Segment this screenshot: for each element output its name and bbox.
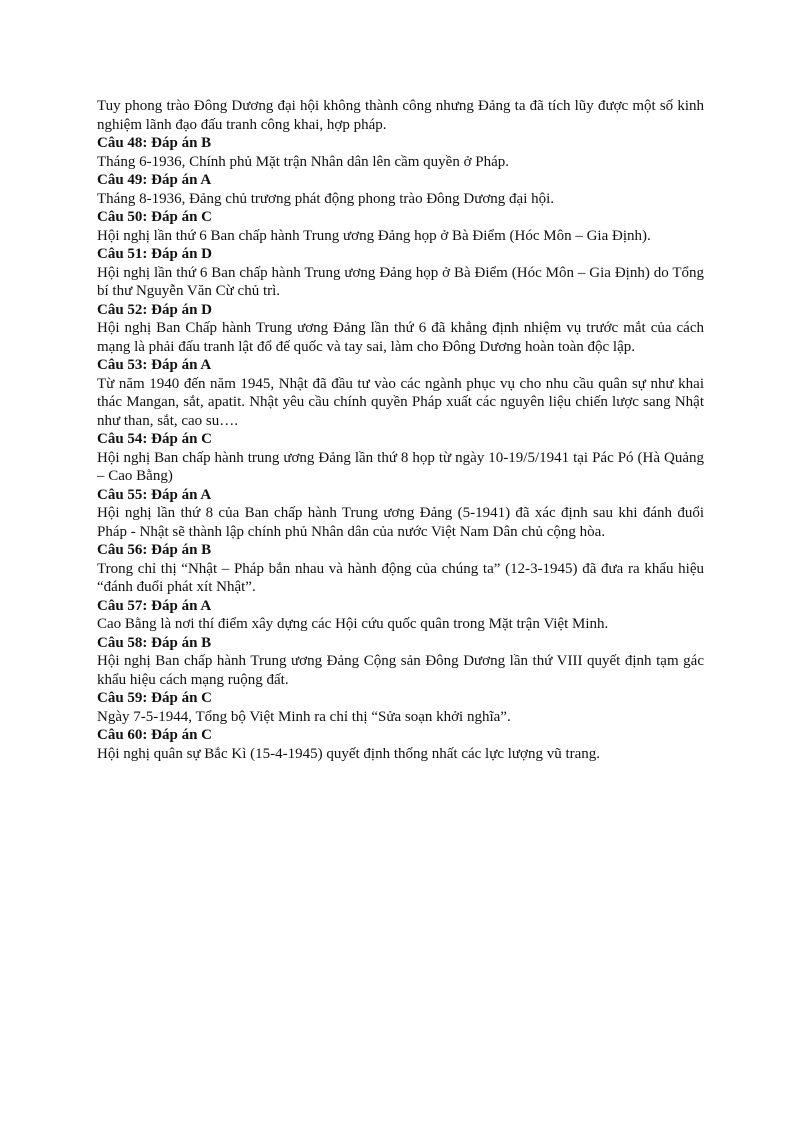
answer-heading: Câu 57: Đáp án A: [97, 597, 212, 614]
answer-heading: Câu 55: Đáp án A: [97, 486, 212, 503]
answer-explanation: Hội nghị lần thứ 6 Ban chấp hành Trung ương Đảng họp ở Bà Điểm (Hóc Môn – Gia Định).: [97, 227, 651, 244]
answer-explanation: Hội nghị Ban chấp hành Trung ương Đảng Cộng sản Đông Dương lần thứ VIII quyết định tạm gác khẩu hiệu cách mạng ruộng đất.: [97, 653, 704, 688]
answer-heading: Câu 50: Đáp án C: [97, 209, 213, 225]
answer-heading: Câu 53: Đáp án A: [97, 357, 212, 373]
answer-explanation: Tháng 6-1936, Chính phủ Mặt trận Nhân dân lên cầm quyền ở Pháp.: [97, 153, 510, 170]
answer-heading: Câu 60: Đáp án C: [97, 727, 213, 743]
answer-explanation: Hội nghị lần thứ 6 Ban chấp hành Trung ương Đảng họp ở Bà Điểm (Hóc Môn – Gia Định) do Tổng bí thư Nguyễn Văn Cừ chủ trì.: [97, 264, 704, 299]
answer-explanation: Hội nghị lần thứ 8 của Ban chấp hành Trung ương Đảng (5-1941) đã xác định sau khi đánh đuổi Pháp - Nhật sẽ thành lập chính phủ Nhân dân của nước Việt Nam Dân chủ cộng hòa.: [97, 505, 704, 540]
answer-heading: Câu 51: Đáp án D: [97, 246, 213, 262]
answer-explanation: Tháng 8-1936, Đảng chủ trương phát động phong trào Đông Dương đại hội.: [97, 190, 555, 207]
answer-explanation: Hội nghị quân sự Bắc Kì (15-4-1945) quyết định thống nhất các lực lượng vũ trang.: [97, 745, 601, 762]
answer-explanation: Trong chỉ thị “Nhật – Pháp bắn nhau và hành động của chúng ta” (12-3-1945) đã đưa ra khẩu hiệu “đánh đuổi phát xít Nhật”.: [97, 560, 704, 595]
answer-explanation: Cao Bằng là nơi thí điểm xây dựng các Hội cứu quốc quân trong Mặt trận Việt Minh.: [97, 616, 609, 632]
answer-heading: Câu 54: Đáp án C: [97, 431, 213, 447]
answer-explanation: Từ năm 1940 đến năm 1945, Nhật đã đầu tư vào các ngành phục vụ cho nhu cầu quân sự như khai thác Mangan, sắt, apatit. Nhật yêu cầu chính quyền Pháp xuất các nguyên liệu chiến lược sang Nhật như than, sắt, cao su….: [97, 375, 704, 429]
document-body: [97, 97, 704, 763]
answer-heading: Câu 48: Đáp án B: [97, 135, 212, 151]
answer-explanation: Ngày 7-5-1944, Tổng bộ Việt Minh ra chỉ thị “Sửa soạn khởi nghĩa”.: [97, 708, 511, 725]
answer-explanation: Hội nghị Ban Chấp hành Trung ương Đảng lần thứ 6 đã khẳng định nhiệm vụ trước mắt của cách mạng là phải đấu tranh lật đổ đế quốc và tay sai, làm cho Đông Dương hoàn toàn độc lập.: [97, 320, 704, 355]
answer-explanation: Hội nghị Ban chấp hành trung ương Đảng lần thứ 8 họp từ ngày 10-19/5/1941 tại Pác Pó (Hà Quảng – Cao Bằng): [97, 449, 704, 484]
intro-paragraph: Tuy phong trào Đông Dương đại hội không thành công nhưng Đảng ta đã tích lũy được một số kinh nghiệm lãnh đạo đấu tranh công khai, hợp pháp.: [97, 98, 704, 133]
answer-heading: Câu 58: Đáp án B: [97, 634, 212, 651]
answer-heading: Câu 49: Đáp án A: [97, 172, 212, 188]
answer-heading: Câu 56: Đáp án B: [97, 542, 212, 558]
answer-heading: Câu 59: Đáp án C: [97, 690, 213, 706]
answer-heading: Câu 52: Đáp án D: [97, 301, 213, 318]
